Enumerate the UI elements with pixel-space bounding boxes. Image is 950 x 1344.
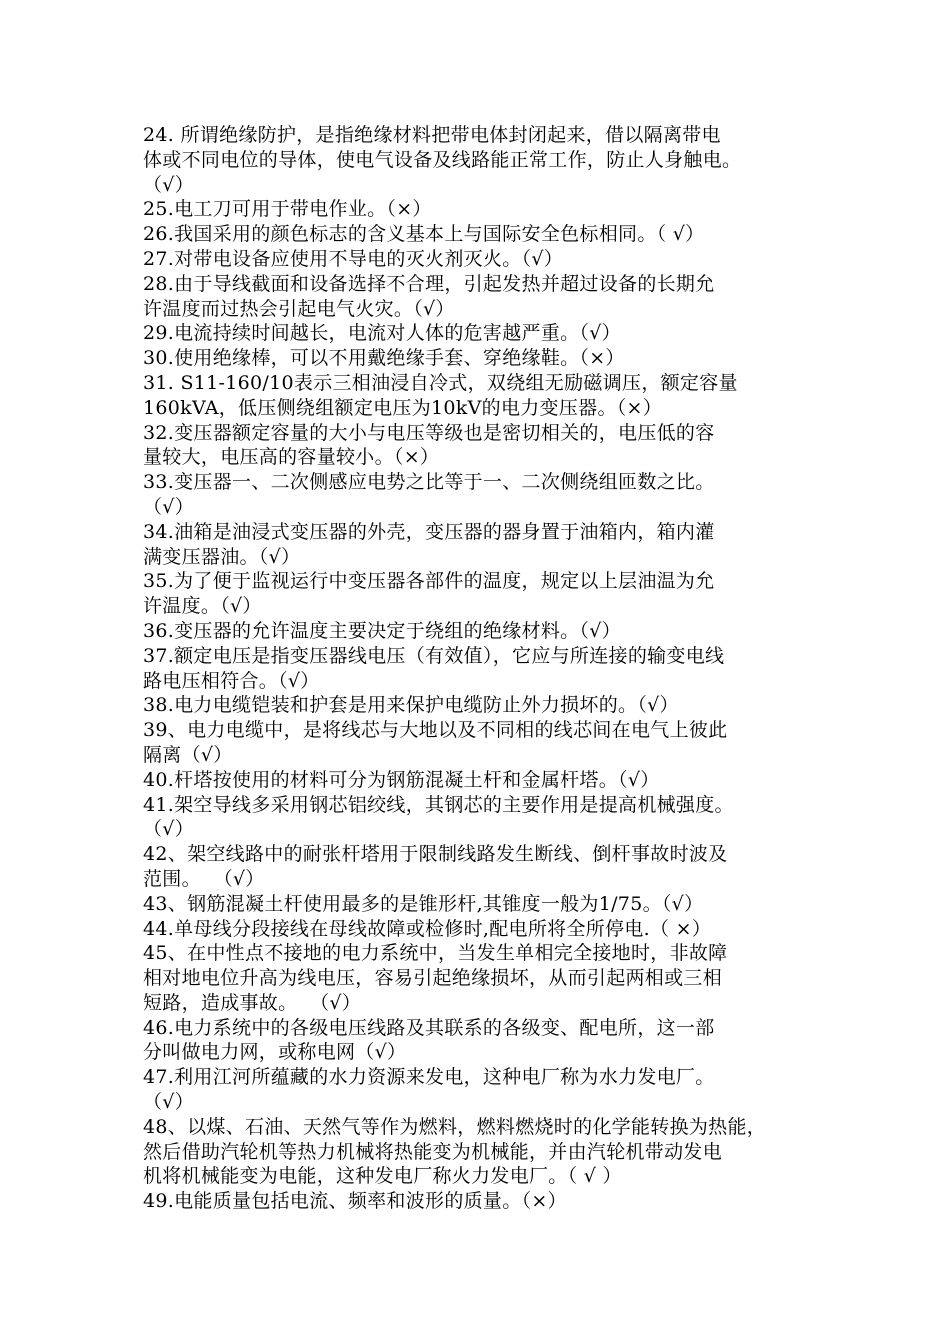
text-line: 49.电能质量包括电流、频率和波形的质量。（×） — [143, 1190, 567, 1213]
text-line: 42、架空线路中的耐张杆塔用于限制线路发生断线、倒杆事故时波及 — [143, 843, 728, 866]
text-line: （√） — [143, 173, 195, 196]
text-line: 29.电流持续时间越长，电流对人体的危害越严重。（√） — [143, 322, 621, 345]
text-line: 27.对带电设备应使用不导电的灭火剂灭火。（√） — [143, 247, 564, 270]
text-line: 24. 所谓绝缘防护，是指绝缘材料把带电体封闭起来，借以隔离带电 — [143, 124, 721, 146]
text-line: 35.为了便于监视运行中变压器各部件的温度，规定以上层油温为允 — [143, 570, 715, 593]
text-line: 28.由于导线截面和设备选择不合理，引起发热并超过设备的长期允 — [143, 272, 715, 295]
text-line: 范围。 （√） — [143, 867, 265, 890]
text-line: 隔离（√） — [143, 743, 233, 766]
text-line: 30.使用绝缘棒，可以不用戴绝缘手套、穿绝缘鞋。（×） — [143, 347, 625, 370]
text-line: 43、钢筋混凝土杆使用最多的是锥形杆,其锥度一般为1/75。（√） — [143, 892, 704, 915]
text-line: 39、电力电缆中，是将线芯与大地以及不同相的线芯间在电气上彼此 — [143, 719, 728, 742]
text-line: 32.变压器额定容量的大小与电压等级也是密切相关的，电压低的容 — [143, 421, 715, 444]
text-line: 45、在中性点不接地的电力系统中，当发生单相完全接地时，非故障 — [143, 942, 728, 965]
document-body — [143, 123, 833, 1214]
text-line: 相对地电位升高为线电压，容易引起绝缘损坏，从而引起两相或三相 — [143, 967, 723, 990]
text-line: 36.变压器的允许温度主要决定于绕组的绝缘材料。（√） — [143, 619, 621, 642]
text-line: 33.变压器一、二次侧感应电势之比等于一、二次侧绕组匝数之比。 — [143, 471, 715, 494]
text-line: 满变压器油。（√） — [143, 545, 301, 568]
text-line: 160kVA，低压侧绕组额定电压为10kV的电力变压器。（×） — [143, 396, 663, 419]
text-line: 25.电工刀可用于带电作业。（×） — [143, 198, 432, 221]
text-line: 40.杆塔按使用的材料可分为钢筋混凝土杆和金属杆塔。（√） — [143, 768, 660, 791]
text-line: 然后借助汽轮机等热力机械将热能变为机械能，并由汽轮机带动发电 — [143, 1140, 723, 1163]
text-line: 48、以煤、石油、天然气等作为燃料，燃料燃烧时的化学能转换为热能， — [143, 1115, 767, 1138]
text-line: 34.油箱是油浸式变压器的外壳，变压器的器身置于油箱内，箱内灌 — [143, 520, 715, 543]
text-line: 41.架空导线多采用钢芯铝绞线，其钢芯的主要作用是提高机械强度。 — [143, 793, 734, 816]
text-line: （√） — [143, 495, 195, 518]
text-line: 量较大，电压高的容量较小。（×） — [143, 446, 440, 469]
text-line: （√） — [143, 818, 195, 841]
text-line: 47.利用江河所蕴藏的水力资源来发电，这种电厂称为水力发电厂。 — [143, 1066, 715, 1089]
text-line: 31. S11-160/10表示三相油浸自冷式，双绕组无励磁调压，额定容量 — [143, 371, 738, 394]
text-line: 26.我国采用的颜色标志的含义基本上与国际安全色标相同。（ √） — [143, 223, 705, 246]
text-line: 体或不同电位的导体，使电气设备及线路能正常工作，防止人身触电。 — [143, 148, 742, 171]
text-line: （√） — [143, 1091, 195, 1114]
text-line: 路电压相符合。（√） — [143, 669, 320, 692]
text-line: 许温度。（√） — [143, 595, 262, 618]
text-line: 许温度而过热会引起电气火灾。（√） — [143, 297, 455, 320]
text-line: 短路，造成事故。 （√） — [143, 991, 362, 1014]
text-line: 分叫做电力网，或称电网（√） — [143, 1041, 407, 1064]
text-line: 38.电力电缆铠装和护套是用来保护电缆防止外力损坏的。（√） — [143, 694, 679, 717]
text-line: 46.电力系统中的各级电压线路及其联系的各级变、配电所，这一部 — [143, 1016, 715, 1039]
text-line: 37.额定电压是指变压器线电压（有效值），它应与所连接的输变电线 — [143, 644, 725, 667]
text-line: 44.单母线分段接线在母线故障或检修时,配电所将全所停电.（ ×） — [143, 917, 712, 940]
text-line: 机将机械能变为电能，这种发电厂称火力发电厂。（ √ ） — [143, 1165, 622, 1188]
